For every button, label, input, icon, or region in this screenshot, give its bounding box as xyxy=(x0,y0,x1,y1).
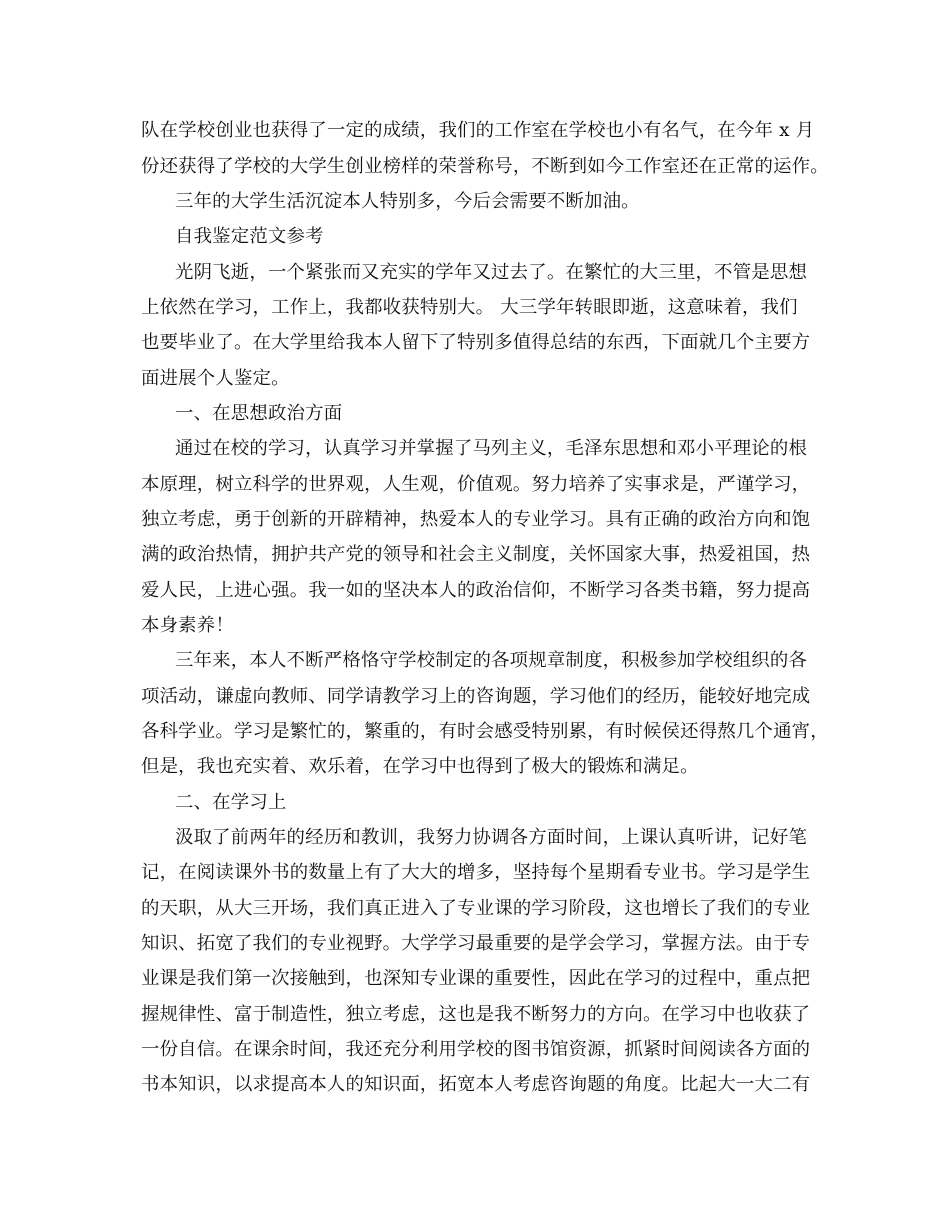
text-line: 业课是我们第一次接触到，也深知专业课的重要性，因此在学习的过程中，重点把 xyxy=(141,968,811,989)
text-line: 面进展个人鉴定。 xyxy=(141,368,290,389)
text-line: 队在学校创业也获得了一定的成绩，我们的工作室在学校也小有名气，在今年 x 月 xyxy=(141,120,815,141)
text-line: 本身素养！ xyxy=(141,615,234,636)
text-line: 本原理，树立科学的世界观，人生观，价值观。努力培养了实事求是，严谨学习， xyxy=(141,474,811,495)
text-line: 光阴飞逝，一个紧张而又充实的学年又过去了。在繁忙的大三里，不管是思想 xyxy=(175,262,808,283)
text-line: 一份自信。在课余时间，我还充分利用学校的图书馆资源，抓紧时间阅读各方面的 xyxy=(141,1039,811,1060)
text-line: 书本知识，以求提高本人的知识面，拓宽本人考虑咨询题的角度。比起大一大二有 xyxy=(141,1074,811,1095)
text-line: 知识、拓宽了我们的专业视野。大学学习最重要的是学会学习，掌握方法。由于专 xyxy=(141,933,811,954)
section-heading: 一、在思想政治方面 xyxy=(175,403,343,424)
text-line: 通过在校的学习，认真学习并掌握了马列主义，毛泽东思想和邓小平理论的根 xyxy=(175,438,808,459)
text-line: 满的政治热情，拥护共产党的领导和社会主义制度，关怀国家大事，热爱祖国，热 xyxy=(141,544,811,565)
text-line: 项活动，谦虚向教师、同学请教学习上的咨询题，学习他们的经历，能较好地完成 xyxy=(141,686,811,707)
text-line: 也要毕业了。在大学里给我本人留下了特别多值得总结的东西，下面就几个主要方 xyxy=(141,332,811,353)
section-heading: 二、在学习上 xyxy=(175,792,287,813)
text-line: 独立考虑，勇于创新的开辟精神，热爱本人的专业学习。具有正确的政治方向和饱 xyxy=(141,509,811,530)
text-line: 上依然在学习，工作上，我都收获特别大。 大三学年转眼即逝，这意味着，我们 xyxy=(141,297,798,318)
text-line: 爱人民，上进心强。我一如的坚决本人的政治信仰，不断学习各类书籍，努力提高 xyxy=(141,580,811,601)
text-line: 三年来，本人不断严格恪守学校制定的各项规章制度，积极参加学校组织的各 xyxy=(175,650,808,671)
text-line: 各科学业。学习是繁忙的，繁重的，有时会感受特别累，有时候侯还得熬几个通宵， xyxy=(141,721,829,742)
text-line: 握规律性、富于制造性，独立考虑，这也是我不断努力的方向。在学习中也收获了 xyxy=(141,1004,811,1025)
text-line: 的天职，从大三开场，我们真正进入了专业课的学习阶段，这也增长了我们的专业 xyxy=(141,898,811,919)
text-line: 三年的大学生活沉淀本人特别多，今后会需要不断加油。 xyxy=(175,191,640,212)
text-line: 份还获得了学校的大学生创业榜样的荣誉称号，不断到如今工作室还在正常的运作。 xyxy=(141,156,829,177)
section-heading: 自我鉴定范文参考 xyxy=(175,226,324,247)
text-line: 但是，我也充实着、欢乐着，在学习中也得到了极大的锻炼和满足。 xyxy=(141,756,699,777)
text-line: 汲取了前两年的经历和教训，我努力协调各方面时间，上课认真听讲，记好笔 xyxy=(175,827,808,848)
text-line: 记，在阅读课外书的数量上有了大大的增多，坚持每个星期看专业书。学习是学生 xyxy=(141,862,811,883)
